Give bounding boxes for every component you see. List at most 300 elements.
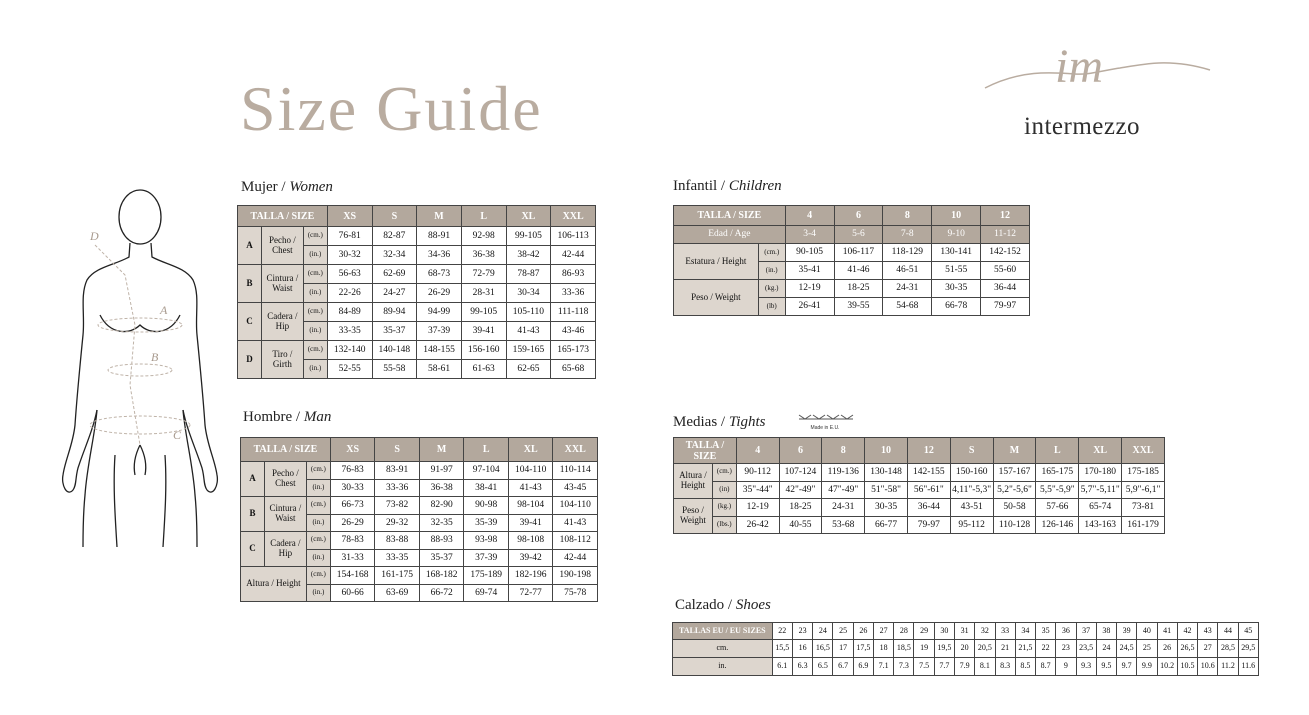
size-value: 21,5 <box>1015 640 1035 658</box>
size-value: 130-148 <box>865 464 908 482</box>
size-header: XL <box>506 206 551 227</box>
age-header: 3-4 <box>785 226 834 244</box>
size-value: 27 <box>1198 640 1218 658</box>
measure-label: Peso / Weight <box>674 499 713 534</box>
size-value: 78-87 <box>506 265 551 284</box>
size-value: 161-179 <box>1122 516 1165 534</box>
size-value: 12-19 <box>736 499 779 517</box>
unit-label: (in.) <box>306 549 330 567</box>
size-value: 29,5 <box>1238 640 1258 658</box>
size-value: 10.2 <box>1157 658 1177 676</box>
size-value: 66-78 <box>932 298 981 316</box>
size-header: XXL <box>551 206 596 227</box>
size-header-label: TALLAS EU / EU SIZES <box>673 623 773 640</box>
size-header-label: TALLA / SIZE <box>238 206 328 227</box>
size-value: 23 <box>1056 640 1076 658</box>
size-header: 29 <box>914 623 934 640</box>
size-value: 30-34 <box>506 284 551 303</box>
brand-name: intermezzo <box>1024 113 1141 140</box>
size-value: 18 <box>873 640 893 658</box>
size-header: 6 <box>834 206 883 226</box>
tights-heading <box>673 414 766 431</box>
children-heading <box>673 178 782 195</box>
unit-label: (in.) <box>303 322 327 341</box>
size-header: S <box>372 206 417 227</box>
size-value: 94-99 <box>417 303 462 322</box>
body-outline-figure <box>55 185 235 550</box>
size-value: 62-69 <box>372 265 417 284</box>
size-header: 4 <box>736 438 779 464</box>
men-heading-es: Hombre / <box>243 409 304 425</box>
table-row <box>673 658 1259 676</box>
size-value: 23,5 <box>1076 640 1096 658</box>
size-value: 75-78 <box>553 584 598 602</box>
size-header: 25 <box>833 623 853 640</box>
size-value: 159-165 <box>506 341 551 360</box>
size-value: 46-51 <box>883 262 932 280</box>
size-value: 41-46 <box>834 262 883 280</box>
size-header-label: TALLA / SIZE <box>674 438 737 464</box>
size-value: 41-43 <box>506 322 551 341</box>
size-header: 22 <box>772 623 792 640</box>
unit-label: (cm.) <box>306 567 330 585</box>
size-value: 18-25 <box>834 280 883 298</box>
size-value: 182-196 <box>508 567 553 585</box>
size-value: 168-182 <box>419 567 464 585</box>
unit-label: (cm.) <box>303 303 327 322</box>
size-value: 154-168 <box>330 567 375 585</box>
table-row <box>674 481 1165 499</box>
size-value: 55-58 <box>372 360 417 379</box>
size-value: 24-31 <box>883 280 932 298</box>
size-value: 24 <box>1096 640 1116 658</box>
size-value: 24-31 <box>822 499 865 517</box>
men-heading <box>243 409 331 426</box>
size-value: 39-41 <box>461 322 506 341</box>
size-value: 17 <box>833 640 853 658</box>
size-value: 72-77 <box>508 584 553 602</box>
unit-label: (in.) <box>303 246 327 265</box>
age-header: 9-10 <box>932 226 981 244</box>
size-value: 83-91 <box>375 462 420 480</box>
unit-label: (cm.) <box>303 227 327 246</box>
figure-label-c: C <box>173 428 182 442</box>
size-value: 7.7 <box>934 658 954 676</box>
unit-label: in. <box>673 658 773 676</box>
size-value: 32-35 <box>419 514 464 532</box>
size-value: 40-55 <box>779 516 822 534</box>
size-value: 9.5 <box>1096 658 1116 676</box>
size-header: 38 <box>1096 623 1116 640</box>
size-value: 26-42 <box>736 516 779 534</box>
size-value: 33-36 <box>551 284 596 303</box>
size-value: 66-73 <box>330 497 375 515</box>
size-value: 142-155 <box>907 464 950 482</box>
size-value: 26 <box>1157 640 1177 658</box>
women-heading <box>241 179 333 196</box>
size-value: 47"-49" <box>822 481 865 499</box>
women-heading-en: Women <box>289 179 333 195</box>
size-value: 63-69 <box>375 584 420 602</box>
size-value: 79-97 <box>981 298 1030 316</box>
size-value: 5,2"-5,6" <box>993 481 1036 499</box>
size-value: 39-42 <box>508 549 553 567</box>
size-header: M <box>417 206 462 227</box>
size-value: 11.2 <box>1218 658 1238 676</box>
size-value: 65-68 <box>551 360 596 379</box>
size-header: 12 <box>907 438 950 464</box>
size-value: 111-118 <box>551 303 596 322</box>
size-value: 161-175 <box>375 567 420 585</box>
size-value: 9.3 <box>1076 658 1096 676</box>
table-row <box>241 497 598 515</box>
size-value: 107-124 <box>779 464 822 482</box>
size-value: 61-63 <box>461 360 506 379</box>
size-value: 33-35 <box>375 549 420 567</box>
age-header: 5-6 <box>834 226 883 244</box>
size-value: 37-39 <box>417 322 462 341</box>
size-value: 106-117 <box>834 244 883 262</box>
size-value: 35-41 <box>785 262 834 280</box>
size-header: 39 <box>1117 623 1137 640</box>
size-value: 20 <box>955 640 975 658</box>
unit-label: (in.) <box>303 360 327 379</box>
page-title: Size Guide <box>240 73 543 144</box>
size-value: 26-41 <box>785 298 834 316</box>
unit-label: (cm.) <box>758 244 785 262</box>
size-header: S <box>950 438 993 464</box>
unit-label: (in.) <box>306 584 330 602</box>
size-value: 8.3 <box>995 658 1015 676</box>
size-value: 15,5 <box>772 640 792 658</box>
size-value: 19,5 <box>934 640 954 658</box>
table-row <box>674 464 1165 482</box>
measure-label: Tiro / Girth <box>261 341 303 379</box>
table-row <box>238 341 596 360</box>
size-value: 42-44 <box>553 549 598 567</box>
size-value: 18,5 <box>894 640 914 658</box>
size-value: 43-45 <box>553 479 598 497</box>
size-value: 9.7 <box>1117 658 1137 676</box>
men-heading-en: Man <box>303 409 332 425</box>
size-header: 42 <box>1177 623 1197 640</box>
size-value: 7.5 <box>914 658 934 676</box>
shoes-heading-es: Calzado / <box>675 597 736 613</box>
unit-label: (lbs.) <box>712 516 736 534</box>
size-header: 10 <box>865 438 908 464</box>
tights-heading-es: Medias / <box>673 414 729 430</box>
size-value: 43-51 <box>950 499 993 517</box>
size-value: 6.1 <box>772 658 792 676</box>
size-value: 60-66 <box>330 584 375 602</box>
size-value: 21 <box>995 640 1015 658</box>
measure-label: Pecho / Chest <box>261 227 303 265</box>
size-value: 51-55 <box>932 262 981 280</box>
size-value: 7.9 <box>955 658 975 676</box>
table-row <box>674 244 1030 262</box>
size-header: 8 <box>883 206 932 226</box>
size-value: 56-63 <box>327 265 372 284</box>
size-value: 24,5 <box>1117 640 1137 658</box>
size-header: XL <box>508 438 553 462</box>
size-value: 104-110 <box>553 497 598 515</box>
size-header: 30 <box>934 623 954 640</box>
women-size-table <box>237 205 596 379</box>
size-header: 44 <box>1218 623 1238 640</box>
size-value: 84-89 <box>327 303 372 322</box>
size-value: 140-148 <box>372 341 417 360</box>
size-value: 10.6 <box>1198 658 1218 676</box>
table-row <box>238 303 596 322</box>
size-header: 41 <box>1157 623 1177 640</box>
size-value: 6.7 <box>833 658 853 676</box>
size-value: 26-29 <box>330 514 375 532</box>
size-value: 76-83 <box>330 462 375 480</box>
size-value: 39-41 <box>508 514 553 532</box>
size-value: 28-31 <box>461 284 506 303</box>
size-value: 5,7"-5,11" <box>1079 481 1122 499</box>
size-value: 143-163 <box>1079 516 1122 534</box>
size-value: 25 <box>1137 640 1157 658</box>
size-value: 170-180 <box>1079 464 1122 482</box>
size-header: S <box>375 438 420 462</box>
size-value: 43-46 <box>551 322 596 341</box>
size-value: 32-34 <box>372 246 417 265</box>
size-value: 10.5 <box>1177 658 1197 676</box>
size-value: 6.5 <box>813 658 833 676</box>
unit-label: (in.) <box>303 284 327 303</box>
size-value: 90-98 <box>464 497 509 515</box>
table-row <box>674 516 1165 534</box>
size-value: 5,5"-5,9" <box>1036 481 1079 499</box>
size-value: 6.9 <box>853 658 873 676</box>
size-value: 126-146 <box>1036 516 1079 534</box>
size-value: 24-27 <box>372 284 417 303</box>
size-header: 4 <box>785 206 834 226</box>
size-header: L <box>461 206 506 227</box>
size-value: 35-37 <box>419 549 464 567</box>
tights-heading-en: Tights <box>728 414 766 430</box>
size-header: 23 <box>792 623 812 640</box>
table-row <box>241 532 598 550</box>
size-value: 33-36 <box>375 479 420 497</box>
size-value: 83-88 <box>375 532 420 550</box>
size-value: 65-74 <box>1079 499 1122 517</box>
shoes-heading-en: Shoes <box>735 597 771 613</box>
size-header: 26 <box>853 623 873 640</box>
women-heading-es: Mujer / <box>241 179 290 195</box>
size-value: 82-90 <box>419 497 464 515</box>
row-key: B <box>238 265 262 303</box>
size-value: 5,9"-6,1" <box>1122 481 1165 499</box>
unit-label: (cm.) <box>712 464 736 482</box>
size-value: 26-29 <box>417 284 462 303</box>
measure-label: Peso / Weight <box>674 280 759 316</box>
row-key: B <box>241 497 265 532</box>
row-key: A <box>241 462 265 497</box>
row-key: C <box>241 532 265 567</box>
measure-label: Altura / Height <box>674 464 713 499</box>
size-header: L <box>1036 438 1079 464</box>
size-value: 62-65 <box>506 360 551 379</box>
size-value: 76-81 <box>327 227 372 246</box>
size-value: 50-58 <box>993 499 1036 517</box>
men-size-table <box>240 437 598 602</box>
size-value: 34-36 <box>417 246 462 265</box>
size-header: 6 <box>779 438 822 464</box>
size-value: 30-35 <box>865 499 908 517</box>
size-value: 39-55 <box>834 298 883 316</box>
size-header: XXL <box>553 438 598 462</box>
measure-label: Altura / Height <box>241 567 307 602</box>
table-row <box>241 567 598 585</box>
size-value: 156-160 <box>461 341 506 360</box>
size-header: XXL <box>1122 438 1165 464</box>
size-value: 91-97 <box>419 462 464 480</box>
size-value: 4,11"-5,3" <box>950 481 993 499</box>
size-value: 98-104 <box>508 497 553 515</box>
unit-label: (lb) <box>758 298 785 316</box>
size-value: 30-35 <box>932 280 981 298</box>
size-value: 119-136 <box>822 464 865 482</box>
size-value: 11.6 <box>1238 658 1258 676</box>
table-row <box>673 640 1259 658</box>
size-value: 33-35 <box>327 322 372 341</box>
size-value: 8.5 <box>1015 658 1035 676</box>
size-value: 69-74 <box>464 584 509 602</box>
size-value: 52-55 <box>327 360 372 379</box>
size-value: 35-39 <box>464 514 509 532</box>
size-value: 42-44 <box>551 246 596 265</box>
size-value: 99-105 <box>506 227 551 246</box>
unit-label: cm. <box>673 640 773 658</box>
size-value: 56"-61" <box>907 481 950 499</box>
size-value: 110-114 <box>553 462 598 480</box>
size-value: 8.7 <box>1036 658 1056 676</box>
children-size-table <box>673 205 1030 316</box>
size-header-label: TALLA / SIZE <box>674 206 786 226</box>
size-header: 35 <box>1036 623 1056 640</box>
size-value: 175-185 <box>1122 464 1165 482</box>
size-value: 12-19 <box>785 280 834 298</box>
size-value: 106-113 <box>551 227 596 246</box>
size-value: 157-167 <box>993 464 1036 482</box>
size-value: 190-198 <box>553 567 598 585</box>
brand-mark-text: im <box>1055 40 1103 93</box>
size-value: 36-44 <box>907 499 950 517</box>
unit-label: (in.) <box>306 514 330 532</box>
size-value: 7.3 <box>894 658 914 676</box>
size-header: 33 <box>995 623 1015 640</box>
size-header: XS <box>327 206 372 227</box>
table-row <box>673 623 1259 640</box>
size-value: 105-110 <box>506 303 551 322</box>
unit-label: (cm.) <box>303 265 327 284</box>
size-value: 7.1 <box>873 658 893 676</box>
size-value: 17,5 <box>853 640 873 658</box>
size-header: 27 <box>873 623 893 640</box>
size-value: 89-94 <box>372 303 417 322</box>
size-value: 31-33 <box>330 549 375 567</box>
table-row <box>241 462 598 480</box>
made-in-eu-icon <box>797 410 857 432</box>
figure-label-a: A <box>160 303 168 317</box>
table-row <box>674 499 1165 517</box>
unit-label: (cm.) <box>306 497 330 515</box>
unit-label: (kg.) <box>758 280 785 298</box>
figure-label-d: D <box>90 229 99 243</box>
age-header-label: Edad / Age <box>674 226 786 244</box>
size-value: 175-189 <box>464 567 509 585</box>
unit-label: (cm.) <box>306 462 330 480</box>
table-row <box>238 227 596 246</box>
age-header: 11-12 <box>981 226 1030 244</box>
unit-label: (in.) <box>306 479 330 497</box>
size-value: 36-38 <box>461 246 506 265</box>
size-header: 34 <box>1015 623 1035 640</box>
size-value: 90-112 <box>736 464 779 482</box>
size-value: 57-66 <box>1036 499 1079 517</box>
size-value: 41-43 <box>508 479 553 497</box>
size-value: 16,5 <box>813 640 833 658</box>
size-value: 86-93 <box>551 265 596 284</box>
size-value: 28,5 <box>1218 640 1238 658</box>
size-value: 90-105 <box>785 244 834 262</box>
size-value: 108-112 <box>553 532 598 550</box>
size-value: 37-39 <box>464 549 509 567</box>
size-value: 36-44 <box>981 280 1030 298</box>
size-value: 30-32 <box>327 246 372 265</box>
size-value: 9.9 <box>1137 658 1157 676</box>
tights-size-table <box>673 437 1165 534</box>
size-value: 110-128 <box>993 516 1036 534</box>
size-value: 8.1 <box>975 658 995 676</box>
size-value: 165-175 <box>1036 464 1079 482</box>
size-header: 43 <box>1198 623 1218 640</box>
size-header-label: TALLA / SIZE <box>241 438 331 462</box>
size-value: 142-152 <box>981 244 1030 262</box>
size-value: 97-104 <box>464 462 509 480</box>
unit-label: (in.) <box>758 262 785 280</box>
size-value: 148-155 <box>417 341 462 360</box>
size-value: 22-26 <box>327 284 372 303</box>
size-header: XL <box>1079 438 1122 464</box>
children-heading-es: Infantil / <box>673 178 729 194</box>
size-value: 78-83 <box>330 532 375 550</box>
size-value: 19 <box>914 640 934 658</box>
unit-label: (cm.) <box>303 341 327 360</box>
size-value: 73-81 <box>1122 499 1165 517</box>
size-value: 68-73 <box>417 265 462 284</box>
size-value: 92-98 <box>461 227 506 246</box>
size-value: 35"-44" <box>736 481 779 499</box>
size-value: 9 <box>1056 658 1076 676</box>
measure-label: Cintura / Waist <box>264 497 306 532</box>
measure-label: Cadera / Hip <box>261 303 303 341</box>
size-value: 30-33 <box>330 479 375 497</box>
size-value: 88-93 <box>419 532 464 550</box>
size-value: 16 <box>792 640 812 658</box>
size-value: 150-160 <box>950 464 993 482</box>
row-key: C <box>238 303 262 341</box>
shoes-heading <box>675 597 771 614</box>
size-value: 6.3 <box>792 658 812 676</box>
children-heading-en: Children <box>728 178 782 194</box>
shoes-size-table <box>672 622 1259 676</box>
size-value: 51"-58" <box>865 481 908 499</box>
figure-label-b: B <box>151 350 159 364</box>
measure-label: Pecho / Chest <box>264 462 306 497</box>
